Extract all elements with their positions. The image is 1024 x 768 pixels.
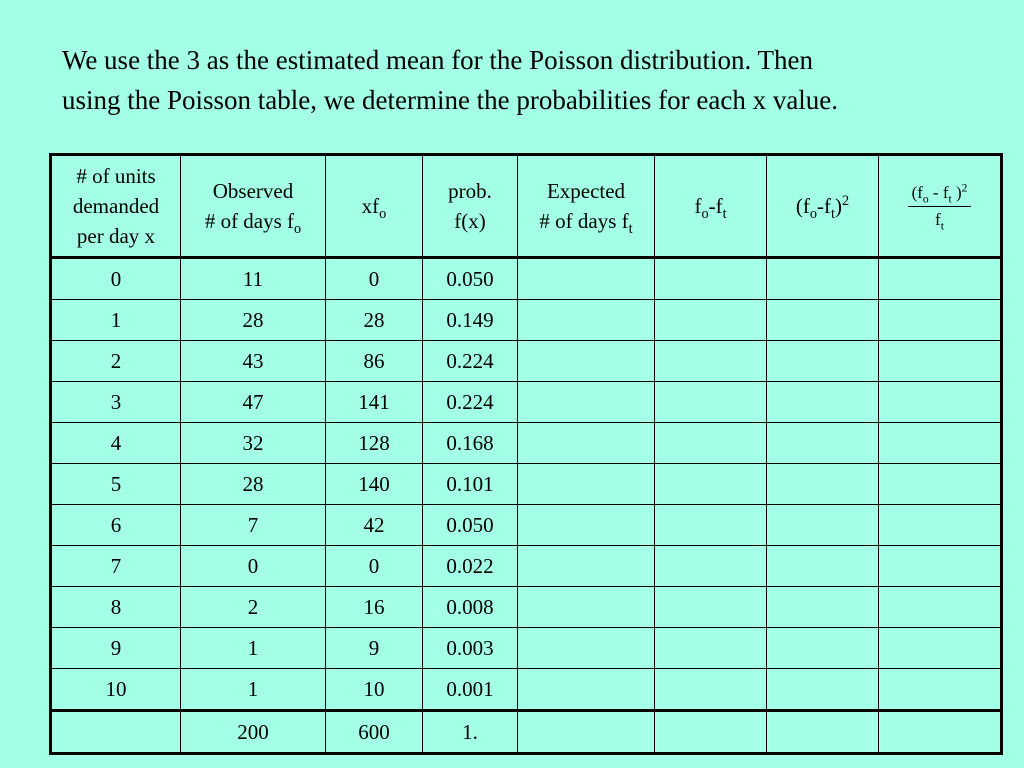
cell-expected: [518, 341, 655, 382]
cell-probability: 0.168: [423, 423, 518, 464]
cell-probability: 0.224: [423, 382, 518, 423]
table-row: [51, 587, 1002, 628]
intro-line-2: using the Poisson table, we determine the probabilities for each x value.: [62, 85, 839, 115]
cell-squared-difference: [767, 258, 879, 300]
table-body: [51, 258, 1002, 754]
cell-xfo: 141: [326, 382, 423, 423]
header-squared-difference: [767, 155, 879, 258]
header-observed-subscript: o: [294, 221, 302, 238]
cell-difference: [655, 505, 767, 546]
cell-xfo: 140: [326, 464, 423, 505]
cell-x: 4: [51, 423, 181, 464]
cell-xfo: 16: [326, 587, 423, 628]
cell-difference: [655, 300, 767, 341]
cell-xfo: 128: [326, 423, 423, 464]
cell-squared-difference: [767, 587, 879, 628]
cell-observed: 1: [181, 628, 326, 669]
cell-x: 5: [51, 464, 181, 505]
cell-squared-difference: [767, 382, 879, 423]
fraction-numerator: [908, 182, 972, 207]
header-expected-line1: Expected: [546, 179, 626, 203]
total-cell-squared-difference: [767, 711, 879, 754]
frac-superscript: 2: [961, 180, 968, 194]
cell-chi-square-term: [879, 505, 1002, 546]
header-sq-close: ): [834, 194, 842, 218]
cell-x: 6: [51, 505, 181, 546]
header-expected-line2: # of days f: [539, 209, 629, 233]
header-sq-superscript: 2: [841, 193, 850, 209]
cell-difference: [655, 669, 767, 711]
header-sq-open: (f: [795, 194, 810, 218]
cell-x: 2: [51, 341, 181, 382]
cell-probability: 0.003: [423, 628, 518, 669]
cell-x: 0: [51, 258, 181, 300]
total-cell-difference: [655, 711, 767, 754]
table-row: [51, 258, 1002, 300]
cell-probability: 0.050: [423, 505, 518, 546]
cell-difference: [655, 628, 767, 669]
cell-squared-difference: [767, 464, 879, 505]
cell-observed: 1: [181, 669, 326, 711]
cell-expected: [518, 258, 655, 300]
total-cell-chi-square-term: [879, 711, 1002, 754]
cell-x: 3: [51, 382, 181, 423]
frac-sub2: t: [948, 191, 952, 205]
header-sq-mid: -f: [817, 194, 832, 218]
cell-xfo: 86: [326, 341, 423, 382]
cell-difference: [655, 587, 767, 628]
cell-observed: 47: [181, 382, 326, 423]
cell-chi-square-term: [879, 464, 1002, 505]
cell-observed: 43: [181, 341, 326, 382]
header-units-line2: demanded: [72, 194, 160, 218]
frac-mid: - f: [928, 182, 949, 202]
cell-xfo: 28: [326, 300, 423, 341]
cell-chi-square-term: [879, 423, 1002, 464]
cell-squared-difference: [767, 341, 879, 382]
table-row: [51, 423, 1002, 464]
header-difference: [655, 155, 767, 258]
total-cell-xfo: 600: [326, 711, 423, 754]
header-units-line3: per day x: [76, 224, 156, 248]
cell-observed: 28: [181, 300, 326, 341]
cell-chi-square-term: [879, 258, 1002, 300]
cell-probability: 0.022: [423, 546, 518, 587]
table-row: [51, 546, 1002, 587]
cell-squared-difference: [767, 669, 879, 711]
table-row: [51, 382, 1002, 423]
cell-chi-square-term: [879, 669, 1002, 711]
cell-chi-square-term: [879, 546, 1002, 587]
cell-observed: 28: [181, 464, 326, 505]
total-cell-probability: 1.: [423, 711, 518, 754]
cell-squared-difference: [767, 300, 879, 341]
cell-observed: 2: [181, 587, 326, 628]
header-units-line1: # of units: [76, 164, 156, 188]
cell-chi-square-term: [879, 628, 1002, 669]
total-cell-observed: 200: [181, 711, 326, 754]
table-row: [51, 341, 1002, 382]
cell-probability: 0.001: [423, 669, 518, 711]
header-xfo: [326, 155, 423, 258]
cell-expected: [518, 546, 655, 587]
intro-line-1: We use the 3 as the estimated mean for the Poisson distribution. Then: [62, 45, 813, 75]
cell-probability: 0.008: [423, 587, 518, 628]
chi-square-fraction: [908, 182, 972, 231]
cell-expected: [518, 505, 655, 546]
total-cell-x: [51, 711, 181, 754]
header-diff-sub2: t: [722, 206, 727, 223]
cell-squared-difference: [767, 423, 879, 464]
header-sq-sub2: t: [831, 206, 835, 223]
cell-x: 8: [51, 587, 181, 628]
header-diff-f1: f: [694, 194, 702, 218]
header-xfo-subscript: o: [379, 206, 387, 223]
cell-xfo: 42: [326, 505, 423, 546]
table-row: [51, 300, 1002, 341]
cell-x: 7: [51, 546, 181, 587]
cell-difference: [655, 341, 767, 382]
cell-squared-difference: [767, 546, 879, 587]
header-units-demanded: [51, 155, 181, 258]
cell-x: 9: [51, 628, 181, 669]
header-diff-sub1: o: [701, 206, 709, 223]
cell-observed: 32: [181, 423, 326, 464]
cell-probability: 0.050: [423, 258, 518, 300]
total-cell-expected: [518, 711, 655, 754]
frac-den-sub: t: [940, 218, 944, 232]
frac-sub1: o: [922, 191, 929, 205]
cell-expected: [518, 587, 655, 628]
cell-chi-square-term: [879, 587, 1002, 628]
cell-observed: 7: [181, 505, 326, 546]
fraction-denominator: [908, 207, 972, 231]
frac-den: f: [935, 209, 941, 229]
header-probability: [423, 155, 518, 258]
header-observed-line1: Observed: [212, 179, 294, 203]
header-diff-mid: -f: [708, 194, 723, 218]
table-row: [51, 505, 1002, 546]
header-expected: [518, 155, 655, 258]
header-expected-subscript: t: [628, 221, 633, 238]
table-row: [51, 669, 1002, 711]
header-prob-line1: prob.: [448, 179, 492, 203]
cell-expected: [518, 464, 655, 505]
header-xfo-main: xf: [361, 194, 380, 218]
cell-chi-square-term: [879, 341, 1002, 382]
cell-squared-difference: [767, 628, 879, 669]
header-observed: [181, 155, 326, 258]
cell-xfo: 0: [326, 258, 423, 300]
cell-x: 1: [51, 300, 181, 341]
cell-probability: 0.224: [423, 341, 518, 382]
cell-difference: [655, 546, 767, 587]
cell-chi-square-term: [879, 382, 1002, 423]
frac-open: (f: [911, 182, 923, 202]
cell-observed: 11: [181, 258, 326, 300]
cell-squared-difference: [767, 505, 879, 546]
cell-xfo: 0: [326, 546, 423, 587]
frac-close: ): [951, 182, 962, 202]
cell-expected: [518, 628, 655, 669]
header-prob-line2: f(x): [454, 209, 486, 233]
cell-xfo: 9: [326, 628, 423, 669]
poisson-table: [49, 153, 1003, 755]
intro-text: [62, 40, 982, 120]
header-chi-square-term: [879, 155, 1002, 258]
cell-probability: 0.149: [423, 300, 518, 341]
cell-expected: [518, 300, 655, 341]
cell-expected: [518, 423, 655, 464]
cell-difference: [655, 423, 767, 464]
cell-xfo: 10: [326, 669, 423, 711]
cell-expected: [518, 669, 655, 711]
header-row: [51, 155, 1002, 258]
table-row: [51, 628, 1002, 669]
cell-difference: [655, 382, 767, 423]
header-sq-sub1: o: [809, 206, 818, 223]
cell-expected: [518, 382, 655, 423]
header-observed-line2: # of days f: [204, 209, 295, 233]
cell-difference: [655, 258, 767, 300]
totals-row: [51, 711, 1002, 754]
cell-difference: [655, 464, 767, 505]
cell-x: 10: [51, 669, 181, 711]
cell-observed: 0: [181, 546, 326, 587]
table-row: [51, 464, 1002, 505]
cell-chi-square-term: [879, 300, 1002, 341]
cell-probability: 0.101: [423, 464, 518, 505]
